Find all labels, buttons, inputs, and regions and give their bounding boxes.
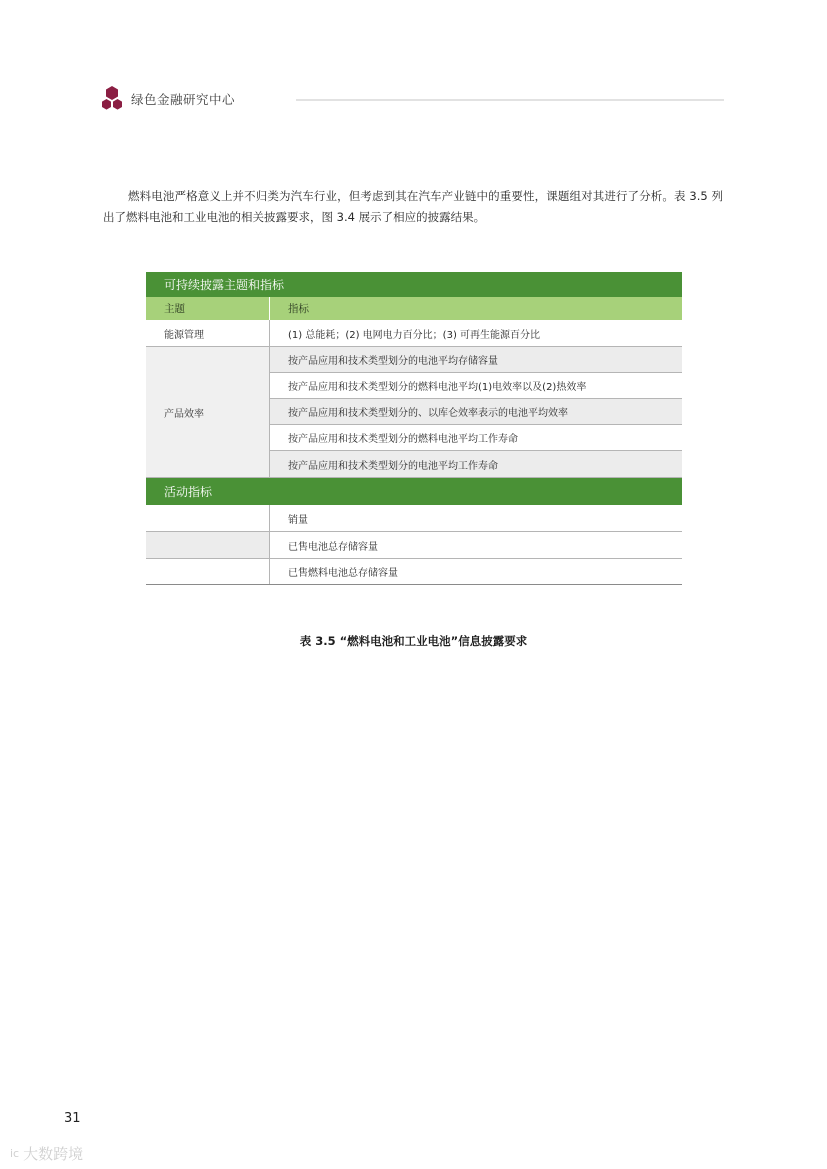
column-header-indicator: 指标 — [288, 303, 309, 315]
topic-cell-empty — [146, 532, 270, 558]
page-number: 31 — [64, 1111, 81, 1126]
disclosure-table — [146, 272, 682, 585]
table-caption: 表 3.5 “燃料电池和工业电池”信息披露要求 — [299, 634, 528, 648]
watermark — [10, 1143, 83, 1164]
org-logo-icon — [101, 86, 123, 112]
topic-cell-empty — [146, 505, 270, 531]
indicator-cell: 已售电池总存储容量 — [270, 532, 682, 558]
column-header-row — [146, 297, 682, 320]
table-row — [146, 320, 682, 347]
indicator-cell: 按产品应用和技术类型划分的电池平均存储容量 — [270, 347, 682, 373]
section-header-activity: 活动指标 — [146, 478, 682, 505]
header-org-name: 绿色金融研究中心 — [131, 92, 236, 107]
header-divider — [296, 99, 724, 101]
table-row — [146, 505, 682, 532]
section-header-disclosure: 可持续披露主题和指标 — [146, 272, 682, 297]
intro-paragraph: 燃料电池严格意义上并不归类为汽车行业，但考虑到其在汽车产业链中的重要性，课题组对其进行了分析。表 3.5 列出了燃料电池和工业电池的相关披露要求，图 3.4 展示了相应的披露结果。 — [103, 189, 723, 224]
indicator-cell: 按产品应用和技术类型划分的电池平均工作寿命 — [270, 451, 682, 477]
indicator-cell: 销量 — [288, 514, 308, 526]
topic-cell-empty — [146, 559, 270, 584]
indicator-cell: 按产品应用和技术类型划分的、以库仑效率表示的电池平均效率 — [270, 399, 682, 425]
indicator-cell: 按产品应用和技术类型划分的燃料电池平均(1)电效率以及(2)热效率 — [270, 373, 682, 399]
indicator-cell: (1) 总能耗；(2) 电网电力百分比；(3) 可再生能源百分比 — [288, 329, 541, 341]
column-header-topic: 主题 — [146, 297, 270, 320]
indicator-cell: 按产品应用和技术类型划分的燃料电池平均工作寿命 — [270, 425, 682, 451]
table-row — [146, 559, 682, 585]
watermark-text: 大数跨境 — [23, 1145, 84, 1163]
table-row — [146, 532, 682, 559]
product-efficiency-group — [146, 347, 682, 478]
topic-cell: 能源管理 — [146, 320, 270, 346]
topic-cell: 产品效率 — [146, 347, 270, 477]
watermark-mark: ic — [10, 1147, 20, 1160]
indicator-cell: 已售燃料电池总存储容量 — [288, 568, 398, 579]
